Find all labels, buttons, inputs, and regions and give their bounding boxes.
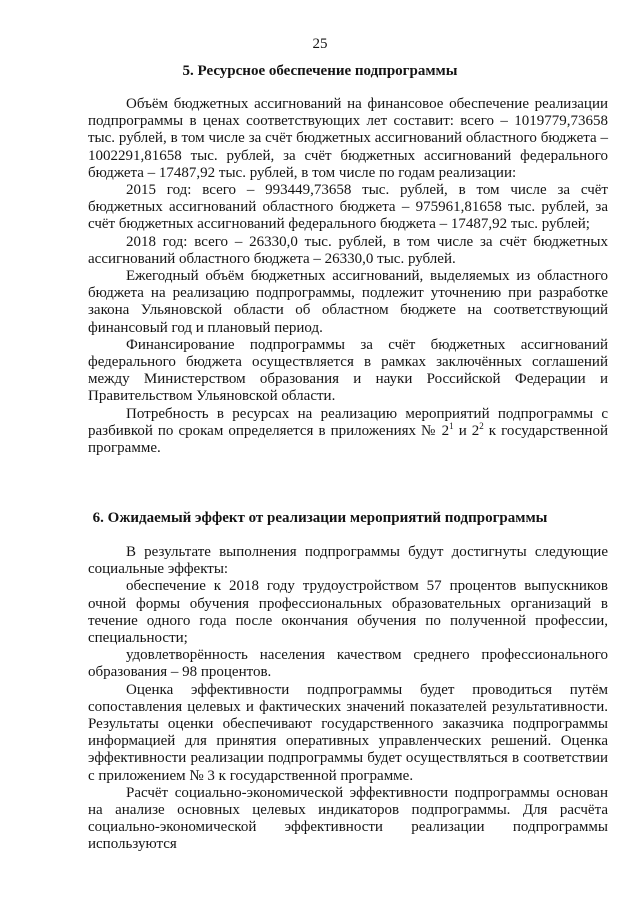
section-5-heading: 5. Ресурсное обеспечение подпрограммы (182, 63, 458, 79)
section-6-body (88, 544, 608, 854)
section-6-heading: 6. Ожидаемый эффект от реализации мероприятий подпрограммы (92, 510, 548, 526)
superscript: 2 (479, 420, 484, 431)
text-run: к государственной программе. (88, 422, 608, 457)
superscript: 1 (449, 420, 454, 431)
text-run: Потребность в ресурсах на реализацию мероприятий подпрограммы с разбивкой по срокам определяется в приложениях № 2 (88, 405, 608, 439)
paragraph: Объём бюджетных ассигнований на финансовое обеспечение реализации подпрограммы в ценах соответствующих лет составит: всего – 1019779,73658 тыс. рублей, в том числе за счёт бюджетных ассигнований областного бюджета – 1002291,81658 тыс. рублей, за счёт бюджетных ассигнований федерального бюджета – 17487,92 тыс. рублей, в том числе по годам реализации: (88, 96, 608, 181)
section-5-body (88, 96, 608, 457)
paragraph-with-superscripts (88, 406, 608, 458)
paragraph: В результате выполнения подпрограммы будут достигнуты следующие социальные эффекты: (88, 544, 608, 578)
paragraph: 2018 год: всего – 26330,0 тыс. рублей, в том числе за счёт бюджетных ассигнований областного бюджета – 26330,0 тыс. рублей. (88, 233, 608, 267)
text-run: и 2 (453, 422, 480, 439)
paragraph: Финансирование подпрограммы за счёт бюджетных ассигнований федерального бюджета осуществляется в рамках заключённых соглашений между Министерством образования и науки Российской Федерации и Правительством Ульяновской области. (88, 336, 608, 405)
paragraph: обеспечение к 2018 году трудоустройством 57 процентов выпускников очной формы обучения профессиональных образовательных организаций в течение одного года после окончания обучения по полученной профессии, специальности; (88, 578, 608, 647)
paragraph: Расчёт социально-экономической эффективности подпрограммы основан на анализе основных целевых индикаторов подпрограммы. Для расчёта социально-экономической эффективности реализации подпрограммы используются (88, 784, 608, 853)
paragraph: Оценка эффективности подпрограммы будет проводиться путём сопоставления целевых и фактических значений показателей результативности. Результаты оценки обеспечивают государственного заказчика подпрограммы информацией для принятия оперативных управленческих решений. Оценка эффективности реализации подпрограммы будет осуществляться в соответствии с приложением № 3 к государственной программе. (88, 681, 608, 784)
paragraph: удовлетворённость населения качеством среднего профессионального образования – 98 процентов. (88, 647, 608, 681)
page-number: 25 (312, 36, 328, 52)
paragraph: Ежегодный объём бюджетных ассигнований, выделяемых из областного бюджета на реализацию подпрограммы, подлежит уточнению при разработке закона Ульяновской области об областном бюджете на соответствующий финансовый год и плановый период. (88, 268, 608, 336)
paragraph: 2015 год: всего – 993449,73658 тыс. рублей, в том числе за счёт бюджетных ассигнований областного бюджета – 975961,81658 тыс. рублей, за счёт бюджетных ассигнований федерального бюджета – 17487,92 тыс. рублей; (88, 182, 608, 233)
